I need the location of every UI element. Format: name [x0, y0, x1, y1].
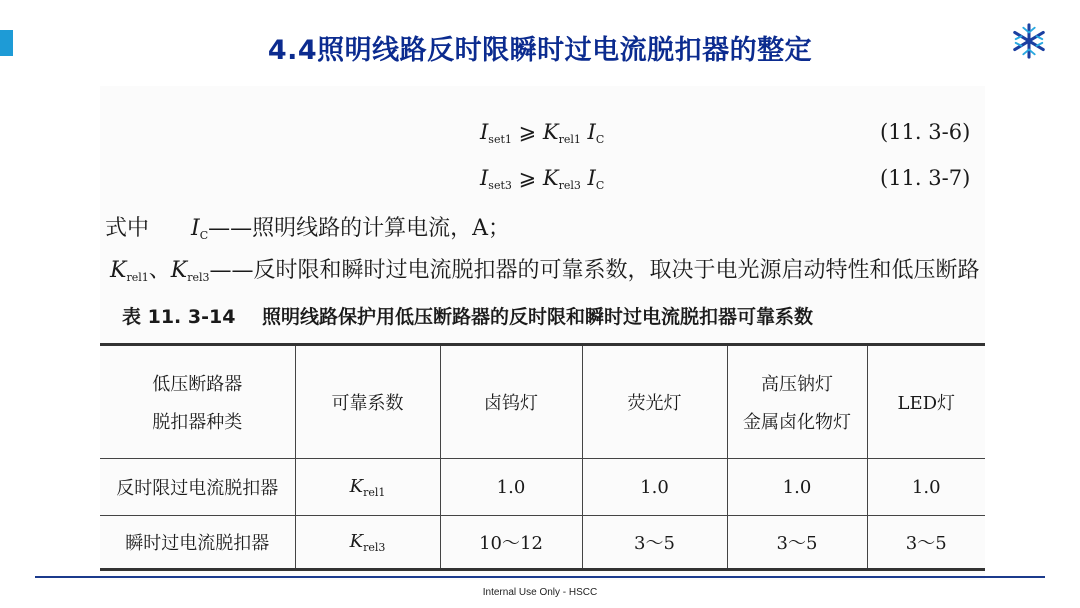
table-cell: 1.0: [867, 459, 985, 516]
table-cell: 1.0: [440, 459, 582, 516]
table-cell: $K_{rel3}$: [295, 516, 440, 570]
table-cell: 反时限过电流脱扣器: [100, 459, 295, 516]
definition-ic: 式中 $I_C——$照明线路的计算电流，A；: [105, 216, 510, 242]
table-cell: 瞬时过电流脱扣器: [100, 516, 295, 570]
header-cell: 卤钨灯: [440, 345, 582, 459]
reliability-coefficient-table: [100, 343, 985, 571]
table-cell: 10～12: [440, 516, 582, 570]
header-cell: 高压钠灯 金属卤化物灯: [727, 345, 867, 459]
header-cell: 荧光灯: [582, 345, 727, 459]
snowflake-logo-icon: [1010, 22, 1048, 60]
table-cell: 3～5: [582, 516, 727, 570]
footer-text: Internal Use Only - HSCC: [482, 587, 598, 598]
footer-divider: [35, 576, 1045, 578]
formula-11-3-6: $I_{set1}$ ⩾ $K_{rel1}$ $I_C$: [480, 120, 605, 146]
header-cell: 低压断路器 脱扣器种类: [100, 345, 295, 459]
scanned-document: [100, 86, 985, 580]
formula-number: (11. 3-6): [880, 120, 971, 144]
table-cell: $K_{rel1}$: [295, 459, 440, 516]
definition-krel: $K_{rel1}$、$K_{rel3}——$反时限和瞬时过电流脱扣器的可靠系数，取决于电光源启动特性和低压断路: [110, 258, 980, 284]
header-cell: 可靠系数: [295, 345, 440, 459]
table-header-row: [100, 345, 985, 459]
slide-title: 4.4照明线路反时限瞬时过电流脱扣器的整定: [267, 35, 813, 66]
table-row: [100, 459, 985, 516]
table-number: 表 11. 3-14: [122, 306, 236, 328]
table-caption: [122, 302, 814, 329]
table-cell: 1.0: [727, 459, 867, 516]
table-title: 照明线路保护用低压断路器的反时限和瞬时过电流脱扣器可靠系数: [262, 306, 814, 328]
table-row: [100, 516, 985, 570]
table-cell: 3～5: [727, 516, 867, 570]
formula-number: (11. 3-7): [880, 166, 971, 190]
header-cell: LED灯: [867, 345, 985, 459]
table-cell: 1.0: [582, 459, 727, 516]
table-cell: 3～5: [867, 516, 985, 570]
formula-11-3-7: $I_{set3}$ ⩾ $K_{rel3}$ $I_C$: [480, 166, 605, 192]
